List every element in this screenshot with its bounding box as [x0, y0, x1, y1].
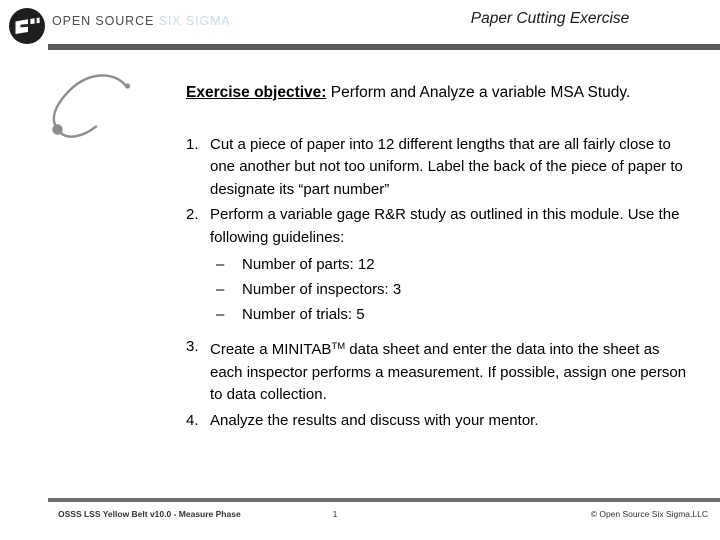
footer-copyright: © Open Source Six Sigma,LLC — [590, 509, 708, 519]
list-item-text: Number of trials: 5 — [242, 306, 365, 323]
exercise-objective — [186, 82, 696, 104]
header-divider-rule — [48, 44, 720, 50]
brand-six-sigma-text: SIX SIGMA — [158, 14, 231, 28]
guidelines-sublist — [186, 252, 696, 327]
list-item — [186, 410, 696, 433]
list-item-marker: 4. — [186, 411, 199, 429]
list-item — [186, 277, 696, 302]
page-title: Paper Cutting Exercise — [470, 10, 630, 27]
trademark-superscript: TM — [331, 341, 346, 352]
instruction-list — [186, 134, 696, 433]
list-item-marker: 1. — [186, 135, 199, 153]
list-item-marker: 2. — [186, 206, 199, 223]
list-item — [186, 134, 696, 202]
dash-bullet-icon: – — [216, 281, 225, 298]
list-item-text-after-tm: data sheet and enter the data into the sheet as each inspector performs a measurement. If possible, assign one person to data collection. — [210, 341, 687, 403]
brand-wordmark — [52, 14, 231, 28]
brand-open-source-text: OPEN SOURCE — [52, 14, 155, 28]
list-item-text-before-tm: Create a MINITAB — [210, 341, 332, 358]
list-item-text: Analyze the results and discuss with your mentor. — [210, 411, 539, 429]
footer-page-number: 1 — [332, 509, 338, 519]
dash-bullet-icon: – — [216, 256, 225, 273]
footer-divider-rule — [48, 498, 720, 502]
osss-circle-logo-icon — [8, 7, 46, 45]
list-item-marker: 3. — [186, 338, 199, 355]
list-item — [186, 302, 696, 327]
list-item-text: Number of parts: 12 — [242, 256, 375, 273]
list-item-text: Cut a piece of paper into 12 different lengths that are all fairly close to one another but not too uniform. Label the back of the piece of paper to designate its “part number” — [210, 135, 683, 198]
footer-course-label: OSSS LSS Yellow Belt v10.0 - Measure Phase — [58, 509, 241, 519]
slide-body — [186, 66, 696, 435]
list-item-text: Number of inspectors: 3 — [242, 281, 402, 298]
exercise-objective-text: Perform and Analyze a variable MSA Study. — [326, 83, 631, 101]
list-item — [186, 336, 696, 407]
slide-footer — [0, 509, 720, 525]
dash-bullet-icon: – — [216, 306, 225, 323]
slide-header — [0, 0, 720, 52]
exercise-objective-label: Exercise objective: — [186, 83, 327, 101]
orbit-swoosh-decoration-icon — [40, 62, 170, 172]
list-item — [186, 204, 696, 249]
list-item — [186, 252, 696, 277]
list-item-text: Perform a variable gage R&R study as outlined in this module. Use the following guidelines: — [210, 206, 680, 246]
